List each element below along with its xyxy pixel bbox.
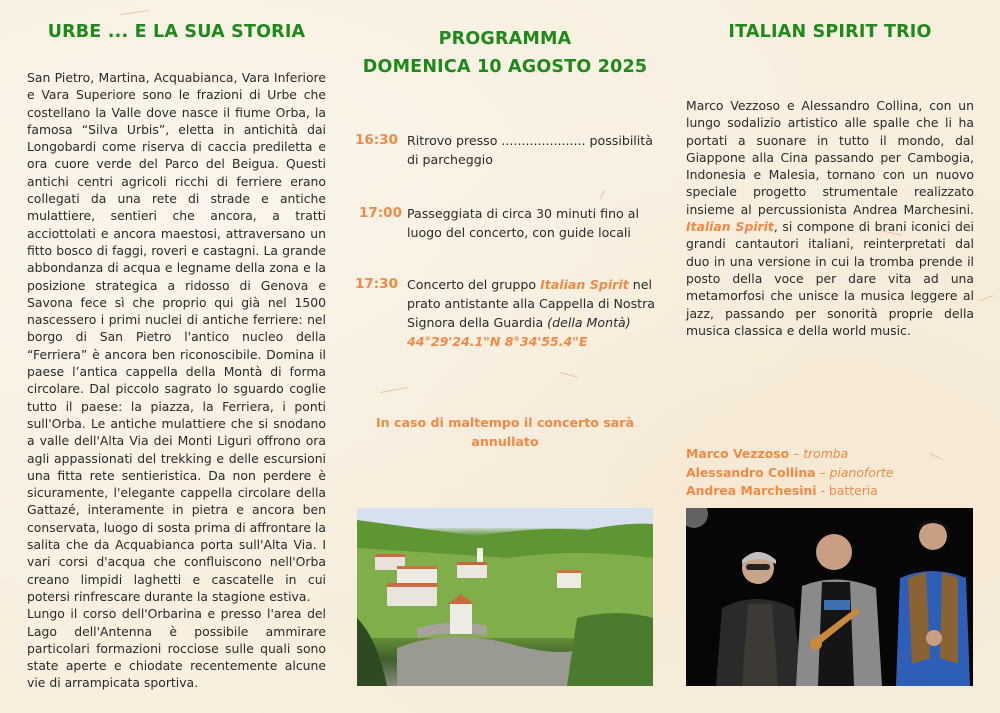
history-title: URBE ... E LA SUA STORIA xyxy=(47,22,306,42)
program-title-line1: PROGRAMMA xyxy=(438,29,572,49)
member-item xyxy=(686,482,974,501)
concert-text: Concerto del gruppo xyxy=(407,277,541,292)
history-paragraph: San Pietro, Martina, Acquabianca, Vara Inferiore e Vara Superiore sono le frazioni di Urbe che costellano la Valle dove nasce il fiume Orba, la famosa “Silva Urbis”, eletta in antichità dai Longobardi come riserva di caccia prediletta e ora cuore verde del Parco del Beigua. Questi antichi centri agricoli ricchi di ferriere erano collegati da una rete di strade e antiche mulattiere, sentieri che ancora, a tratti acciottolati e ancora maestosi, attraversano un fitto bosco di faggi, roveri e castagni. La grande abbondanza di acqua e legname della zona e la posizione strategica a ridosso di Genova e Savona fece sì che proprio qui già nel 1500 nascessero i primi nuclei di antiche ferriere: nel borgo di San Pietro l'antico nucleo della “Ferriera” è ancora ben riconoscibile. Domina il paese l’antica cappella della Montà di forma circolare. Dal piccolo sagrato lo sguardo coglie tutto il paese: la piazza, la Ferriera, i ponti sull'Orba. Le antiche mulattiere che si snodano a valle dell'Alta Via dei Monti Liguri offrono ora agli appassionati del trekking e delle escursioni una fitta rete sentieristica. Da non perdere è sicuramente, l'elegante cappella circolare della Gattazé, interamente in pietra e ancora ben conservata, luogo di sosta prima di affrontare la salita che da Acquabianca porta sull'Alta Via. I vari corsi d'acqua che confluiscono nell'Orba creano limpidi laghetti e cascatelle in cui potersi rinfrescare durante la stagione estiva. xyxy=(27,70,326,604)
member-name: Andrea Marchesini xyxy=(686,483,817,499)
village-photo xyxy=(357,508,653,686)
member-role: tromba xyxy=(803,446,849,461)
member-item xyxy=(686,464,974,483)
weather-notice xyxy=(355,413,655,451)
schedule-description: Ritrovo presso ..................... possibilità di parcheggio xyxy=(407,133,653,167)
program-date: DOMENICA 10 AGOSTO 2025 xyxy=(362,57,648,77)
member-separator: – xyxy=(815,464,830,480)
history-paragraph-2: Lungo il corso dell'Orbarina e presso l'area del Lago dell'Antenna è possibile ammirare particolari formazioni rocciose sulle quali sono state aperte e chiodate recentemente alcune vie di arrampicata sportiva. xyxy=(27,606,326,691)
history-column xyxy=(27,0,326,713)
trio-description: , si compone di brani iconici dei grandi cantautori italiani, reinterpretati dal duo in una versione in cui la tromba prende il posto della voce per dare vita ad una metamorfosi che unisce la musica leggere al jazz, passando per sonorità proprie della musica classica e della world music. xyxy=(686,219,974,338)
schedule-time: 16:30 xyxy=(355,132,398,148)
history-text xyxy=(27,69,326,692)
concert-location: nel prato antistante alla Cappella di Nostra Signora della Guardia xyxy=(407,277,655,330)
trio-intro: Marco Vezzoso e Alessandro Collina, con un lungo sodalizio artistico alle spalle che li ha portati a suonare in tutto il mondo, dal Giappone alla Cina passando per Cambogia, Indonesia e Malesia, tornano con un nuovo speciale progetto strumentale realizzato insieme al percussionista Andrea Marchesini. xyxy=(686,98,974,217)
member-separator: – xyxy=(789,446,804,461)
weather-notice-line1: In caso di maltempo il concerto sarà xyxy=(376,415,634,430)
band-name-highlight: Italian Spirit xyxy=(540,277,629,292)
location-note: (della Montà) xyxy=(547,315,631,330)
schedule-description xyxy=(407,275,655,351)
program-title xyxy=(345,25,665,81)
trio-illustration xyxy=(686,508,973,686)
weather-notice-line2: annullato xyxy=(471,434,539,449)
trio-text xyxy=(686,97,974,339)
member-separator: - xyxy=(816,483,829,499)
member-role: batteria xyxy=(828,483,878,499)
member-name: Marco Vezzoso xyxy=(686,446,790,461)
member-role: pianoforte xyxy=(829,464,894,480)
band-name-highlight: Italian Spirit xyxy=(686,219,774,235)
member-name: Alessandro Collina xyxy=(686,464,816,480)
schedule-description: Passeggiata di circa 30 minuti fino al luogo del concerto, con guide locali xyxy=(407,206,639,240)
village-illustration xyxy=(357,508,653,686)
gps-coordinates: 44°29'24.1"N 8°34'55.4"E xyxy=(407,334,588,349)
trio-title: ITALIAN SPIRIT TRIO xyxy=(728,22,932,42)
trio-photo xyxy=(686,508,973,686)
member-list xyxy=(686,445,974,501)
member-item xyxy=(686,445,974,464)
schedule-time: 17:30 xyxy=(355,276,398,292)
schedule-time: 17:00 xyxy=(359,205,402,221)
